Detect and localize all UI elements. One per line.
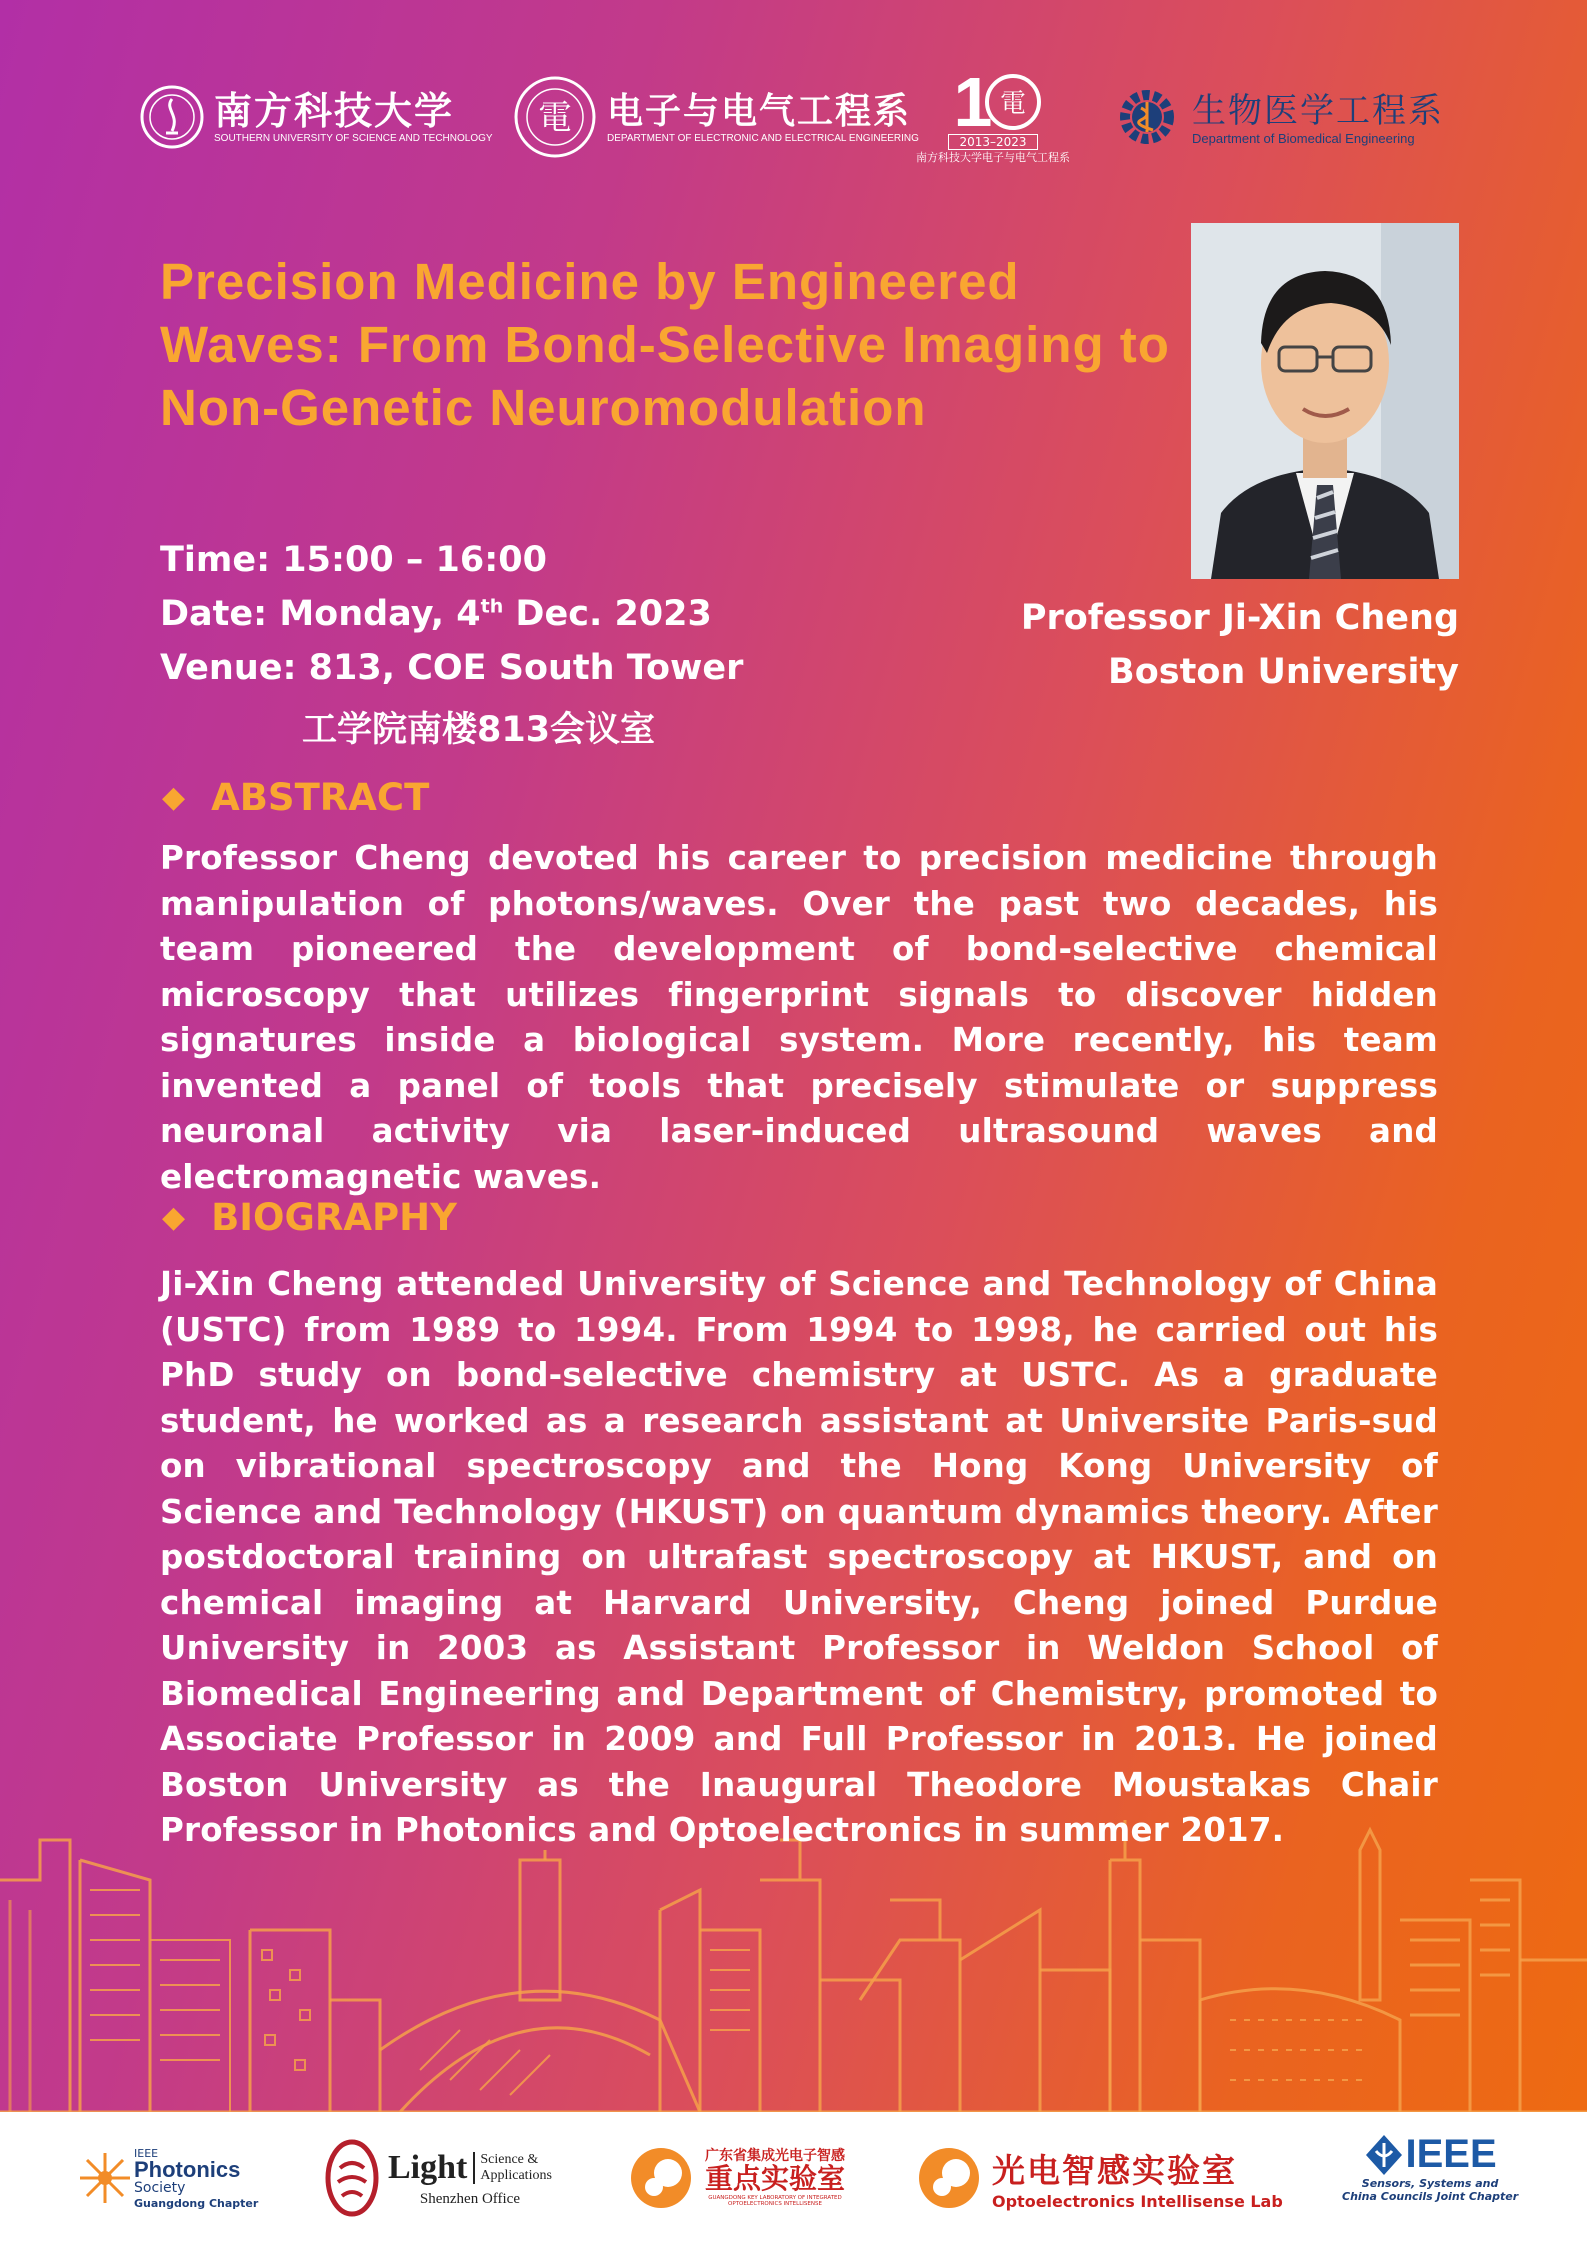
sustech-name-cn: 南方科技大学 <box>214 87 455 133</box>
date-ordinal: th <box>480 595 504 618</box>
light-name: Light <box>388 2148 468 2186</box>
ieee-photonics-logo <box>78 2132 258 2224</box>
photonics-ieee: IEEE <box>134 2146 159 2160</box>
photonics-name: Photonics <box>134 2156 241 2182</box>
talk-title: Precision Medicine by Engineered Waves: From Bond-Selective Imaging to Non-Genetic Neuromodulation <box>160 253 1170 436</box>
eee-name-en: DEPARTMENT OF ELECTRONIC AND ELECTRICAL ENGINEERING <box>607 132 919 144</box>
ieee-sub1: Sensors, Systems and <box>1361 2177 1499 2190</box>
keylab-en: GUANGDONG KEY LABORATORY OF INTEGRATED OPTOELECTRONICS INTELLISENSE <box>708 2195 842 2208</box>
ieee-sub2: China Councils Joint Chapter <box>1342 2190 1519 2203</box>
sustech-logo <box>140 62 493 172</box>
sustech-emblem-icon <box>140 85 204 149</box>
keylab-cn1: 广东省集成光电子智感 <box>705 2147 845 2164</box>
light-sub1: Science & <box>480 2151 539 2167</box>
light-office: Shenzhen Office <box>419 2190 520 2207</box>
speaker-photo <box>1191 223 1459 579</box>
eee-emblem-icon <box>513 75 597 159</box>
guangdong-key-lab-logo <box>628 2132 850 2224</box>
svg-text:1: 1 <box>953 63 993 134</box>
oe-lab-logo <box>916 2132 1283 2224</box>
biography-heading <box>162 1196 457 1239</box>
biography-heading-label: BIOGRAPHY <box>211 1196 457 1239</box>
ieee-name: IEEE <box>1405 2132 1497 2176</box>
abstract-text: Professor Cheng devoted his career to precision medicine through manipulation of photons/waves. Over the past two decades, his team pioneered the development of bond-selective chemical microscopy that utilizes fingerprint signals to discover hidden signatures inside a biological system. More recently, his team invented a panel of tools that precisely stimulate or suppress neuronal activity via laser-induced ultrasound waves and electromagnetic waves. <box>160 839 1438 1196</box>
bme-name-en: Department of Biomedical Engineering <box>1192 130 1415 146</box>
photonics-chapter: Guangdong Chapter <box>134 2196 259 2210</box>
light-sub2: Applications <box>480 2167 552 2183</box>
anniversary-years: 2013–2023 <box>948 134 1037 150</box>
diamond-bullet-icon: ◆ <box>162 780 186 815</box>
key-lab-emblem-icon <box>628 2145 694 2211</box>
light-emblem-icon <box>324 2138 380 2218</box>
bme-logo <box>1112 62 1444 172</box>
keylab-cn2: 重点实验室 <box>704 2162 845 2196</box>
eee-name-cn: 电子与电气工程系 <box>607 89 912 132</box>
ieee-sensors-logo <box>1342 2132 1518 2224</box>
ieee-diamond-icon <box>1364 2133 1404 2177</box>
sunburst-icon <box>78 2151 132 2205</box>
talk-date <box>160 594 712 634</box>
anniversary-caption: 南方科技大学电子与电气工程系 <box>916 151 1070 164</box>
speaker-name: Professor Ji-Xin Cheng <box>1020 598 1459 638</box>
svg-text:電: 電 <box>538 98 572 138</box>
date-suffix: Dec. 2023 <box>503 594 712 634</box>
abstract-heading-label: ABSTRACT <box>211 776 430 819</box>
skyline-illustration <box>0 1820 1587 2112</box>
biography-text: Ji-Xin Cheng attended University of Science and Technology of China (USTC) from 1989 to 1994. From 1994 to 1998, he carried out his PhD study on bond-selective chemistry at USTC. As a graduate student, he worked as a research assistant at Universite Paris-sud on vibrational spectroscopy and the Hong Kong University of Science and Technology (HKUST) on quantum dynamics theory. After postdoctoral training on ultrafast spectroscopy at HKUST, and on chemical imaging at Harvard University, Cheng joined Purdue University in 2003 as Assistant Professor in Weldon School of Biomedical Engineering and Department of Chemistry, promoted to Associate Professor in 2009 and Full Professor in 2013. He joined Boston University as the Inaugural Theodore Moustakas Chair Professor in Photonics and Optoelectronics in summer 2017. <box>160 1265 1438 1849</box>
light-logo <box>324 2132 552 2224</box>
bme-name-cn: 生物医学工程系 <box>1192 90 1444 131</box>
abstract-heading <box>162 776 429 819</box>
oelab-cn: 光电智感实验室 <box>992 2151 1237 2190</box>
gear-icon <box>1112 82 1182 152</box>
ten-year-emblem-icon <box>923 62 1063 134</box>
sponsor-footer <box>0 2112 1587 2244</box>
talk-venue-cn: 工学院南楼813会议室 <box>302 710 656 750</box>
talk-venue: Venue: 813, COE South Tower <box>160 648 744 688</box>
photonics-sub: Society <box>134 2179 186 2196</box>
eee-logo <box>513 62 919 172</box>
date-prefix: Date: Monday, 4 <box>160 594 481 634</box>
oelab-en: Optoelectronics Intellisense Lab <box>992 2192 1283 2211</box>
sustech-name-en: SOUTHERN UNIVERSITY OF SCIENCE AND TECHNOLOGY <box>214 132 493 144</box>
speaker-affiliation: Boston University <box>1108 652 1459 692</box>
anniversary-logo <box>908 62 1078 172</box>
svg-text:電: 電 <box>999 89 1027 119</box>
talk-time: Time: 15:00 – 16:00 <box>160 540 547 580</box>
oe-lab-emblem-icon <box>916 2145 982 2211</box>
diamond-bullet-icon: ◆ <box>162 1200 186 1235</box>
